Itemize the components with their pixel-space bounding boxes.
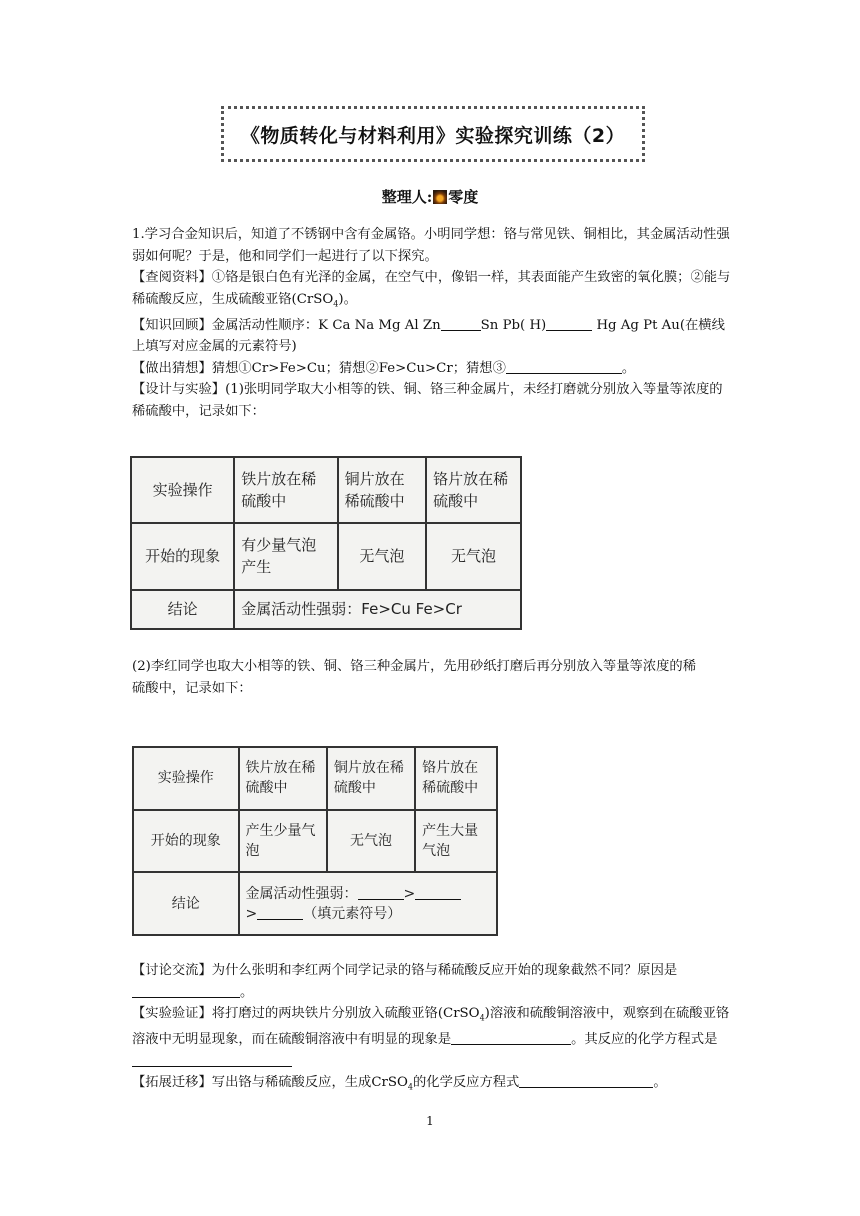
blank-7[interactable] [519,1073,653,1088]
blank-3[interactable] [506,359,622,374]
blank-1[interactable] [441,316,481,331]
t2-header-cu: 铜片放在稀硫酸中 [327,747,415,810]
t1-header-op: 实验操作 [131,457,234,523]
q3-verify: 【实验验证】将打磨过的两块铁片分别放入硫酸亚铬(CrSO$_4$)溶液和硫酸铜溶液中，观察到在硫酸亚铬溶液中无明显现象，而在硫酸铜溶液中有明显的现象是 。其反应的化学方程式是 [132,1003,732,1072]
t2-cu-result: 无气泡 [327,810,415,873]
t1-cr-result: 无气泡 [426,523,521,589]
t2-header-cr: 铬片放在稀硫酸中 [415,747,497,810]
q1-reference: 【查阅资料】①铬是银白色有光泽的金属，在空气中，像铝一样，其表面能产生致密的氧化膜；②能与稀硫酸反应，生成硫酸亚铬(CrSO$_4$)。 [132,270,731,309]
q1-review: 【知识回顾】金属活动性顺序：K Ca Na Mg Al Zn Sn Pb( H) Hg Ag Pt Au(在横线上填写对应金属的元素符号) [132,317,725,355]
t2-fe-result: 产生少量气泡 [239,810,327,873]
t1-conclusion: 金属活动性强弱：Fe>Cu Fe>Cr [234,590,521,629]
t2-blank-3[interactable] [257,905,303,920]
editor-line: 整理人: 零度 [381,188,479,206]
t2-conclusion-label: 结论 [133,872,239,935]
q2-line1: (2)李红同学也取大小相等的铁、铜、铬三种金属片，先用砂纸打磨后再分别放入等量等浓度的稀 [132,659,697,674]
t2-header-fe: 铁片放在稀硫酸中 [239,747,327,810]
t2-blank-1[interactable] [358,885,404,900]
q3-extend: 【拓展迁移】写出铬与稀硫酸反应，生成CrSO$_4$的化学反应方程式 。 [132,1075,667,1092]
t1-header-fe: 铁片放在稀硫酸中 [234,457,337,523]
t1-fe-result: 有少量气泡产生 [234,523,337,589]
blank-6[interactable] [132,1052,292,1067]
question-2 [132,656,732,699]
t2-conclusion: 金属活动性强弱： > > （填元素符号） [239,872,497,935]
blank-2[interactable] [546,316,592,331]
blank-4[interactable] [132,983,240,998]
t2-blank-2[interactable] [415,885,461,900]
t1-cu-result: 无气泡 [338,523,427,589]
t2-row-label: 开始的现象 [133,810,239,873]
t1-header-cr: 铬片放在稀硫酸中 [426,457,521,523]
t1-row-label: 开始的现象 [131,523,234,589]
question-1 [132,224,732,422]
q1-design: 【设计与实验】(1)张明同学取大小相等的铁、铜、铬三种金属片，未经打磨就分别放入等量等浓度的稀硫酸中，记录如下： [132,382,723,419]
t1-header-cu: 铜片放在稀硫酸中 [338,457,427,523]
blank-5[interactable] [451,1030,571,1045]
q2-line2: 硫酸中，记录如下： [132,680,252,696]
document-title: 《物质转化与材料利用》实验探究训练（2） [221,106,645,162]
results-table-2 [132,746,498,936]
editor-logo-icon [433,190,447,204]
page-number: 1 [426,1114,434,1128]
question-3 [132,960,732,1098]
results-table-1 [130,456,522,630]
q3-discuss: 【讨论交流】为什么张明和李红两个同学记录的铬与稀硫酸反应开始的现象截然不同？原因是。 [132,963,678,1000]
t1-conclusion-label: 结论 [131,590,234,629]
q1-intro: 1.学习合金知识后，知道了不锈钢中含有金属铬。小明同学想：铬与常见铁、铜相比，其金属活动性强弱如何呢？于是，他和同学们一起进行了以下探究。 [132,227,730,264]
t2-cr-result: 产生大量气泡 [415,810,497,873]
t2-header-op: 实验操作 [133,747,239,810]
q1-guess: 【做出猜想】猜想①Cr>Fe>Cu；猜想②Fe>Cu>Cr；猜想③ 。 [132,360,636,376]
